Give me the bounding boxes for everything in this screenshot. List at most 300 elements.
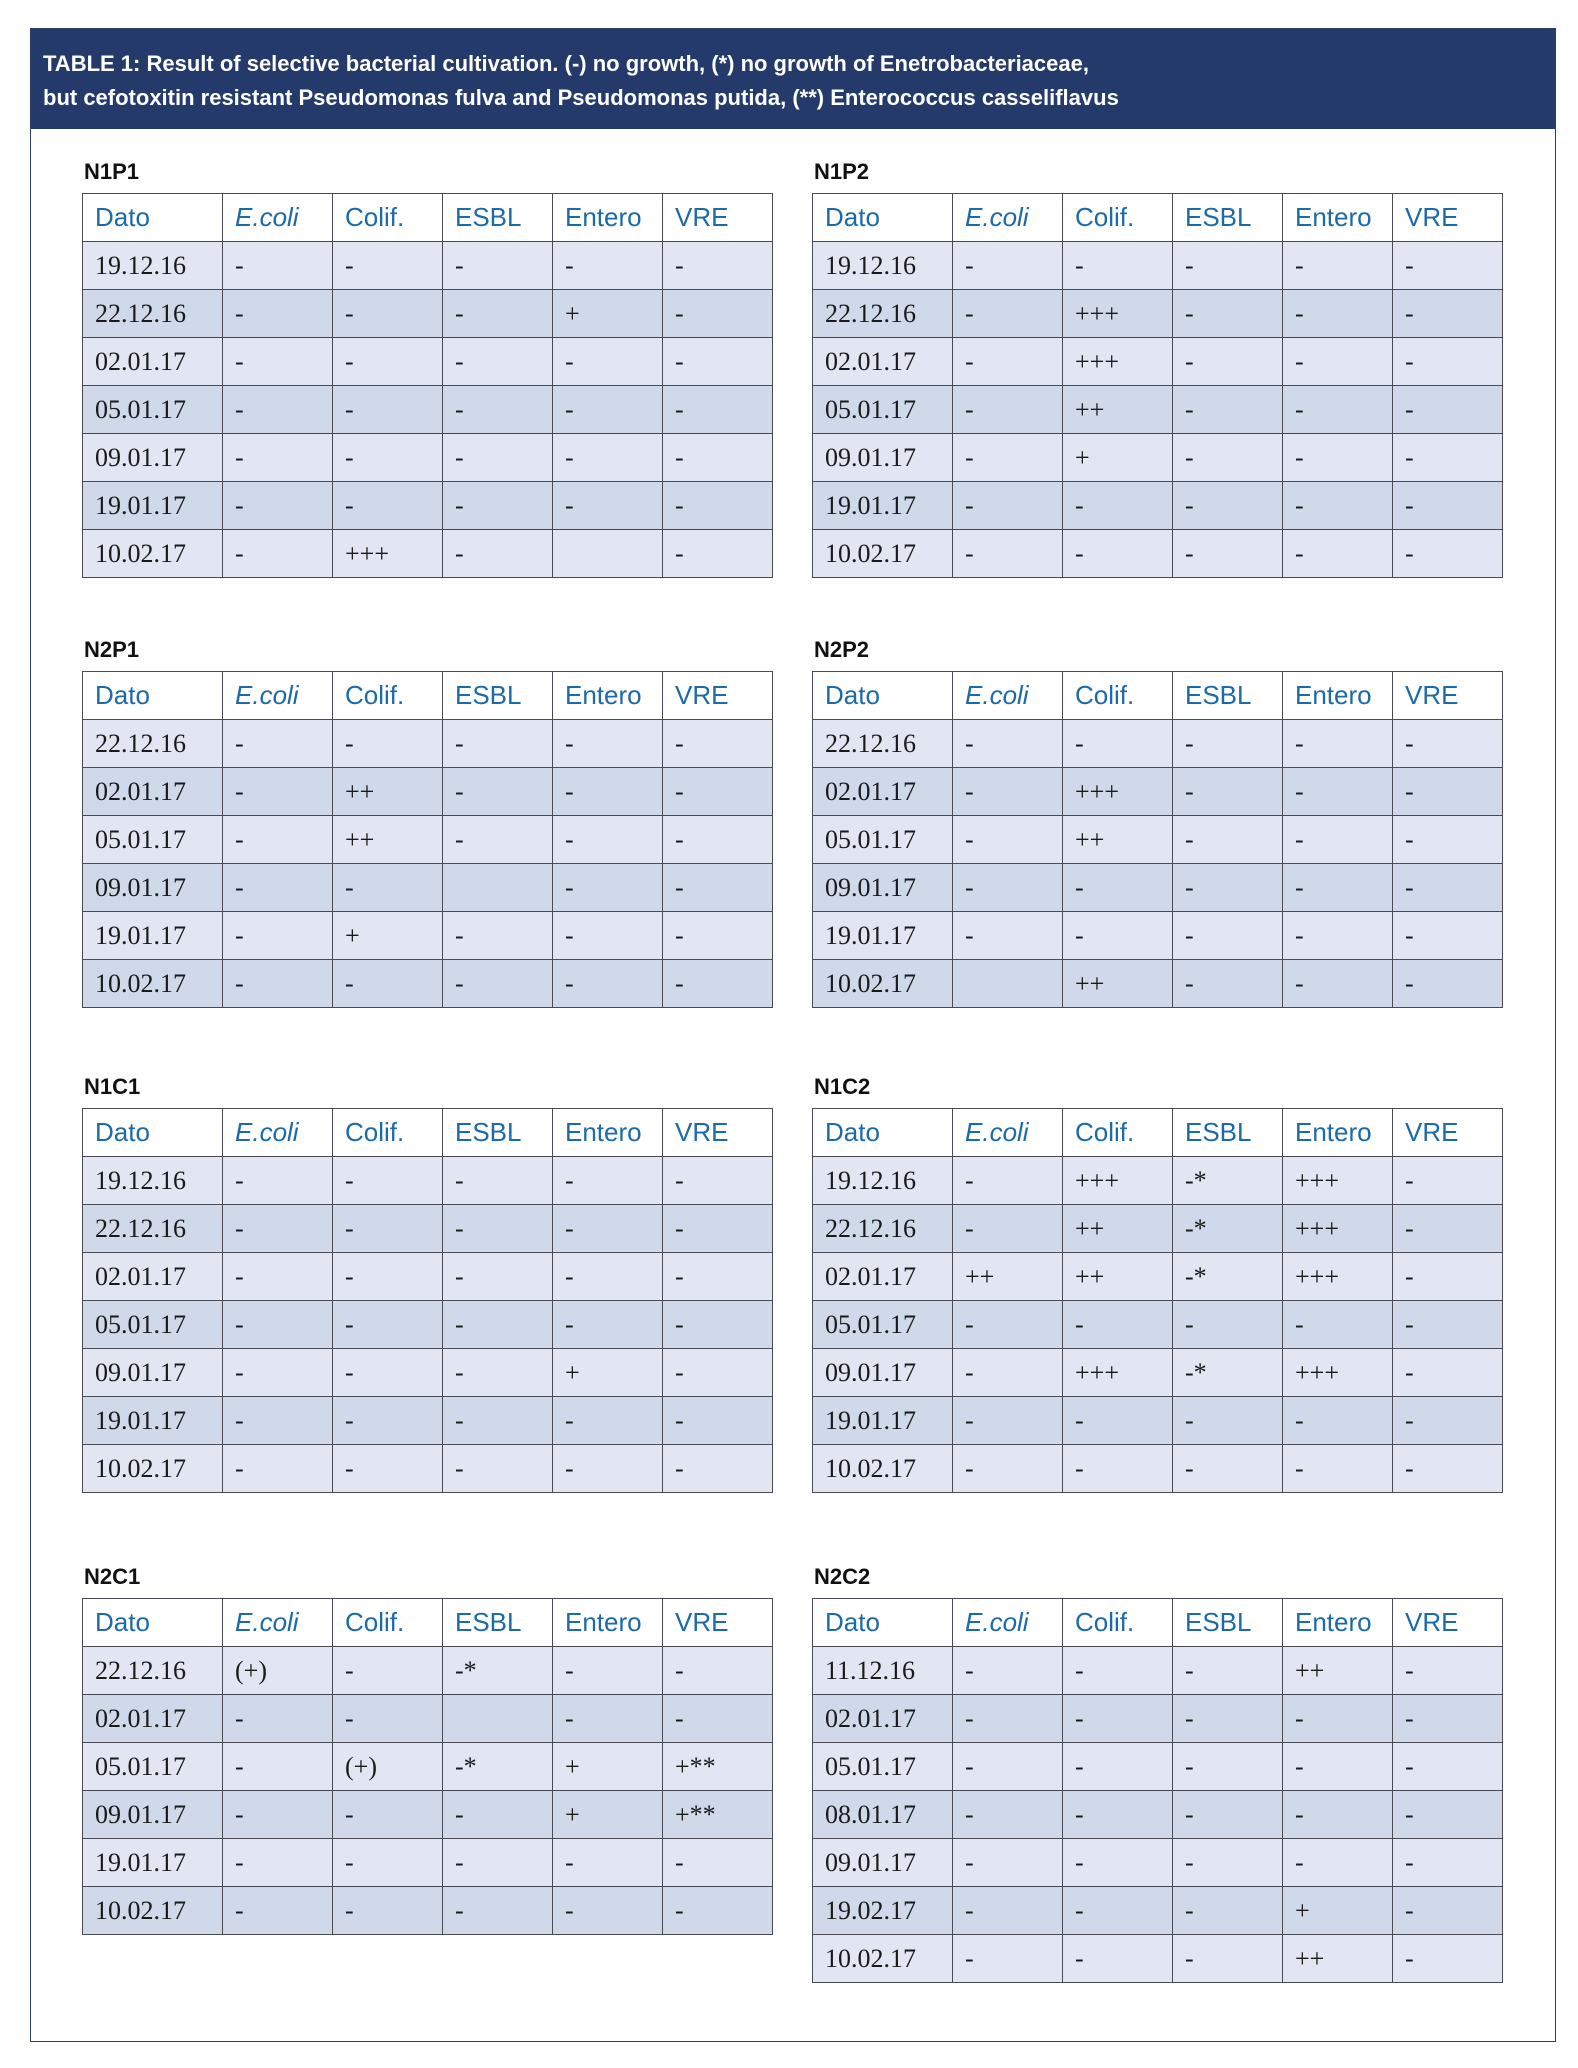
table-row: [83, 1397, 773, 1445]
result-cell: -: [1173, 338, 1283, 386]
result-cell: -: [1283, 960, 1393, 1008]
column-header: ESBL: [1173, 1109, 1283, 1157]
header-row: [83, 194, 773, 242]
result-cell: -: [1173, 242, 1283, 290]
result-cell: -: [1173, 768, 1283, 816]
table-block-n1c1: [82, 1072, 772, 1493]
results-table: [812, 193, 1503, 578]
date-cell: 22.12.16: [83, 290, 223, 338]
column-header: Dato: [83, 1599, 223, 1647]
result-cell: ++: [333, 816, 443, 864]
result-cell: -: [223, 242, 333, 290]
table-row: [813, 1445, 1503, 1493]
result-cell: -: [223, 1791, 333, 1839]
table-title: N2P1: [84, 637, 140, 662]
result-cell: -: [1173, 482, 1283, 530]
result-cell: -: [553, 1301, 663, 1349]
result-cell: -: [333, 1791, 443, 1839]
result-cell: -*: [443, 1743, 553, 1791]
column-header: E.coli: [223, 672, 333, 720]
table-block-n2c2: [812, 1562, 1502, 1983]
result-cell: -: [953, 720, 1063, 768]
result-cell: -: [223, 1887, 333, 1935]
column-header: Colif.: [333, 1109, 443, 1157]
result-cell: [553, 530, 663, 578]
result-cell: -: [443, 338, 553, 386]
table-row: [813, 1205, 1503, 1253]
result-cell: -: [1393, 1157, 1503, 1205]
result-cell: -: [1173, 912, 1283, 960]
column-header: Dato: [83, 1109, 223, 1157]
result-cell: -: [333, 1301, 443, 1349]
header-row: [813, 1599, 1503, 1647]
column-header: Entero: [553, 1109, 663, 1157]
result-cell: -: [553, 720, 663, 768]
result-cell: -: [333, 482, 443, 530]
result-cell: ++: [1063, 1253, 1173, 1301]
result-cell: -: [1393, 1743, 1503, 1791]
result-cell: +++: [1283, 1349, 1393, 1397]
result-cell: -: [223, 290, 333, 338]
result-cell: -: [953, 386, 1063, 434]
result-cell: -: [553, 1445, 663, 1493]
result-cell: -: [443, 386, 553, 434]
result-cell: -: [1283, 864, 1393, 912]
result-cell: -: [663, 1157, 773, 1205]
result-cell: -: [333, 242, 443, 290]
result-cell: -: [223, 482, 333, 530]
result-cell: -: [333, 720, 443, 768]
result-cell: +: [553, 1349, 663, 1397]
result-cell: -: [443, 1157, 553, 1205]
date-cell: 19.01.17: [813, 1397, 953, 1445]
table-row: [83, 338, 773, 386]
column-header: Dato: [813, 1109, 953, 1157]
date-cell: 19.01.17: [83, 1397, 223, 1445]
result-cell: -: [663, 1445, 773, 1493]
date-cell: 10.02.17: [83, 1445, 223, 1493]
column-header: VRE: [1393, 672, 1503, 720]
table-row: [813, 1647, 1503, 1695]
result-cell: -: [443, 290, 553, 338]
result-cell: -: [553, 1695, 663, 1743]
table-row: [83, 242, 773, 290]
column-header: Colif.: [1063, 1599, 1173, 1647]
result-cell: -: [333, 1887, 443, 1935]
result-cell: -*: [1173, 1349, 1283, 1397]
result-cell: -: [223, 816, 333, 864]
date-cell: 02.01.17: [83, 768, 223, 816]
result-cell: -: [1173, 1695, 1283, 1743]
result-cell: -: [1283, 912, 1393, 960]
result-cell: -: [333, 434, 443, 482]
date-cell: 05.01.17: [813, 386, 953, 434]
table-block-n1p2: [812, 157, 1502, 578]
result-cell: -: [1393, 1301, 1503, 1349]
table-row: [813, 1301, 1503, 1349]
date-cell: 02.01.17: [813, 338, 953, 386]
result-cell: -: [663, 434, 773, 482]
result-cell: -: [663, 1253, 773, 1301]
date-cell: 19.02.17: [813, 1887, 953, 1935]
column-header: Colif.: [333, 1599, 443, 1647]
column-header: E.coli: [953, 1109, 1063, 1157]
result-cell: -: [1393, 1205, 1503, 1253]
result-cell: -: [1173, 1839, 1283, 1887]
result-cell: -: [1173, 1887, 1283, 1935]
result-cell: +++: [1063, 1349, 1173, 1397]
date-cell: 22.12.16: [813, 290, 953, 338]
table-row: [813, 1157, 1503, 1205]
date-cell: 05.01.17: [83, 1743, 223, 1791]
result-cell: -*: [1173, 1205, 1283, 1253]
result-cell: -: [1283, 1445, 1393, 1493]
result-cell: -: [663, 1301, 773, 1349]
result-cell: -: [953, 816, 1063, 864]
date-cell: 02.01.17: [813, 768, 953, 816]
result-cell: -: [1393, 434, 1503, 482]
date-cell: 02.01.17: [813, 1695, 953, 1743]
result-cell: -: [1063, 1839, 1173, 1887]
date-cell: 08.01.17: [813, 1791, 953, 1839]
table-row: [813, 1887, 1503, 1935]
date-cell: 22.12.16: [813, 1205, 953, 1253]
result-cell: (+): [333, 1743, 443, 1791]
date-cell: 19.12.16: [83, 1157, 223, 1205]
result-cell: -: [663, 720, 773, 768]
table-row: [83, 1695, 773, 1743]
table-row: [813, 290, 1503, 338]
result-cell: -: [443, 1349, 553, 1397]
result-cell: -: [663, 864, 773, 912]
result-cell: -: [1393, 912, 1503, 960]
date-cell: 10.02.17: [83, 960, 223, 1008]
result-cell: -: [1393, 1349, 1503, 1397]
result-cell: (+): [223, 1647, 333, 1695]
result-cell: -: [953, 912, 1063, 960]
result-cell: -: [663, 1647, 773, 1695]
results-table: [82, 1598, 773, 1935]
table-title: N1P2: [814, 159, 870, 184]
result-cell: -: [333, 1205, 443, 1253]
result-cell: -: [1393, 1253, 1503, 1301]
result-cell: -: [223, 1445, 333, 1493]
result-cell: +**: [663, 1791, 773, 1839]
result-cell: -: [333, 1349, 443, 1397]
result-cell: -: [1283, 386, 1393, 434]
date-cell: 22.12.16: [83, 1647, 223, 1695]
result-cell: +: [553, 290, 663, 338]
table-row: [83, 1839, 773, 1887]
column-header: VRE: [663, 672, 773, 720]
result-cell: -: [953, 1935, 1063, 1983]
date-cell: 22.12.16: [813, 720, 953, 768]
result-cell: -: [1393, 1887, 1503, 1935]
table-row: [83, 1157, 773, 1205]
column-header: VRE: [1393, 194, 1503, 242]
date-cell: 05.01.17: [83, 816, 223, 864]
column-header: E.coli: [953, 194, 1063, 242]
column-header: Dato: [83, 194, 223, 242]
result-cell: +: [553, 1791, 663, 1839]
result-cell: -: [443, 1205, 553, 1253]
table-row: [83, 912, 773, 960]
result-cell: -: [443, 1253, 553, 1301]
result-cell: -: [663, 290, 773, 338]
result-cell: -: [953, 434, 1063, 482]
table-block-n2c1: [82, 1562, 772, 1935]
table-row: [83, 1349, 773, 1397]
result-cell: -: [1063, 720, 1173, 768]
result-cell: -: [953, 1695, 1063, 1743]
result-cell: -: [553, 1157, 663, 1205]
table-row: [813, 816, 1503, 864]
result-cell: -: [1393, 386, 1503, 434]
table-row: [813, 1397, 1503, 1445]
result-cell: -: [443, 720, 553, 768]
table-title: N1C1: [84, 1074, 141, 1099]
result-cell: ++: [953, 1253, 1063, 1301]
result-cell: +++: [1063, 1157, 1173, 1205]
result-cell: -: [953, 1647, 1063, 1695]
result-cell: -: [223, 1157, 333, 1205]
table-row: [813, 1743, 1503, 1791]
result-cell: -: [953, 864, 1063, 912]
column-header: Entero: [1283, 1109, 1393, 1157]
result-cell: -: [1063, 1301, 1173, 1349]
column-header: ESBL: [1173, 194, 1283, 242]
column-header: ESBL: [1173, 1599, 1283, 1647]
result-cell: -: [1283, 1397, 1393, 1445]
result-cell: -: [1283, 530, 1393, 578]
header-row: [813, 672, 1503, 720]
result-cell: -: [1283, 434, 1393, 482]
result-cell: -: [443, 482, 553, 530]
result-cell: -: [1393, 720, 1503, 768]
date-cell: 05.01.17: [813, 1743, 953, 1791]
table-row: [83, 1647, 773, 1695]
date-cell: 19.01.17: [83, 912, 223, 960]
result-cell: -: [953, 1839, 1063, 1887]
result-cell: -: [333, 338, 443, 386]
result-cell: -: [553, 912, 663, 960]
results-table: [82, 193, 773, 578]
result-cell: -: [223, 912, 333, 960]
result-cell: -: [1283, 338, 1393, 386]
result-cell: -: [1283, 1791, 1393, 1839]
table-row: [813, 1253, 1503, 1301]
date-cell: 10.02.17: [83, 1887, 223, 1935]
date-cell: 09.01.17: [813, 864, 953, 912]
result-cell: +++: [1063, 768, 1173, 816]
result-cell: -: [1063, 1647, 1173, 1695]
result-cell: -: [333, 864, 443, 912]
column-header: Dato: [83, 672, 223, 720]
result-cell: -: [1173, 720, 1283, 768]
result-cell: -: [1173, 1647, 1283, 1695]
table-row: [83, 434, 773, 482]
result-cell: -: [443, 1397, 553, 1445]
result-cell: -: [333, 1839, 443, 1887]
results-table: [812, 671, 1503, 1008]
result-cell: -: [1393, 290, 1503, 338]
table-row: [813, 242, 1503, 290]
result-cell: -: [953, 482, 1063, 530]
column-header: Entero: [1283, 1599, 1393, 1647]
result-cell: -: [953, 1349, 1063, 1397]
result-cell: +++: [1063, 338, 1173, 386]
result-cell: -: [333, 1445, 443, 1493]
date-cell: 10.02.17: [813, 1935, 953, 1983]
table-title: N2C1: [84, 1564, 141, 1589]
table-row: [83, 1743, 773, 1791]
result-cell: -: [953, 1205, 1063, 1253]
results-table: [82, 1108, 773, 1493]
header-row: [83, 672, 773, 720]
column-header: Entero: [553, 672, 663, 720]
result-cell: -: [1393, 1839, 1503, 1887]
result-cell: -: [1063, 1743, 1173, 1791]
results-table: [82, 671, 773, 1008]
table-row: [813, 1791, 1503, 1839]
result-cell: -: [1283, 768, 1393, 816]
table-row: [813, 338, 1503, 386]
date-cell: 19.12.16: [83, 242, 223, 290]
column-header: VRE: [1393, 1599, 1503, 1647]
result-cell: +++: [1283, 1253, 1393, 1301]
table-row: [83, 864, 773, 912]
result-cell: -: [953, 1301, 1063, 1349]
result-cell: -: [1283, 1695, 1393, 1743]
column-header: Entero: [1283, 672, 1393, 720]
table-row: [83, 482, 773, 530]
table-row: [813, 434, 1503, 482]
table-row: [83, 720, 773, 768]
result-cell: -: [1393, 960, 1503, 1008]
result-cell: -: [1393, 1397, 1503, 1445]
date-cell: 19.01.17: [813, 912, 953, 960]
result-cell: -: [223, 1839, 333, 1887]
result-cell: -: [1173, 1743, 1283, 1791]
table-row: [83, 960, 773, 1008]
caption-line-1: TABLE 1: Result of selective bacterial cultivation. (-) no growth, (*) no growth of Enetrobacteriaceae,: [43, 51, 1089, 76]
result-cell: -: [1063, 912, 1173, 960]
result-cell: -: [223, 530, 333, 578]
column-header: E.coli: [223, 194, 333, 242]
column-header: Dato: [813, 194, 953, 242]
column-header: Dato: [813, 1599, 953, 1647]
result-cell: -: [333, 1253, 443, 1301]
result-cell: -: [1393, 1445, 1503, 1493]
table-row: [813, 864, 1503, 912]
result-cell: -: [443, 912, 553, 960]
column-header: Entero: [553, 194, 663, 242]
result-cell: -: [1393, 1647, 1503, 1695]
result-cell: -: [953, 1791, 1063, 1839]
result-cell: -: [663, 482, 773, 530]
result-cell: -: [1063, 1397, 1173, 1445]
column-header: Entero: [553, 1599, 663, 1647]
result-cell: -: [1173, 816, 1283, 864]
table-row: [813, 912, 1503, 960]
table-block-n1c2: [812, 1072, 1502, 1493]
column-header: ESBL: [443, 194, 553, 242]
result-cell: -: [663, 1887, 773, 1935]
date-cell: 10.02.17: [813, 960, 953, 1008]
result-cell: +: [1283, 1887, 1393, 1935]
result-cell: -: [953, 768, 1063, 816]
date-cell: 22.12.16: [83, 720, 223, 768]
result-cell: -: [1393, 1935, 1503, 1983]
result-cell: -: [1173, 1445, 1283, 1493]
date-cell: 05.01.17: [813, 816, 953, 864]
result-cell: -: [953, 242, 1063, 290]
table-row: [813, 1935, 1503, 1983]
table-row: [813, 1695, 1503, 1743]
result-cell: -: [223, 386, 333, 434]
result-cell: -: [663, 242, 773, 290]
result-cell: -: [333, 1647, 443, 1695]
result-cell: -: [333, 1157, 443, 1205]
caption-line-2: but cefotoxitin resistant Pseudomonas fulva and Pseudomonas putida, (**) Enterococcus casseliflavus: [43, 85, 1119, 110]
result-cell: -*: [1173, 1157, 1283, 1205]
table-row: [83, 1791, 773, 1839]
column-header: Colif.: [1063, 1109, 1173, 1157]
result-cell: +++: [1283, 1157, 1393, 1205]
result-cell: -: [553, 816, 663, 864]
result-cell: -: [953, 338, 1063, 386]
result-cell: +: [333, 912, 443, 960]
result-cell: -: [1173, 1935, 1283, 1983]
column-header: VRE: [663, 1109, 773, 1157]
results-table: [812, 1598, 1503, 1983]
result-cell: -: [953, 1445, 1063, 1493]
date-cell: 02.01.17: [83, 1695, 223, 1743]
result-cell: +++: [333, 530, 443, 578]
result-cell: +++: [1063, 290, 1173, 338]
table-row: [83, 290, 773, 338]
date-cell: 05.01.17: [813, 1301, 953, 1349]
result-cell: -: [663, 530, 773, 578]
result-cell: -: [663, 1205, 773, 1253]
result-cell: -: [443, 960, 553, 1008]
result-cell: -: [553, 1397, 663, 1445]
result-cell: -: [953, 1887, 1063, 1935]
column-header: ESBL: [443, 1599, 553, 1647]
result-cell: -: [553, 1647, 663, 1695]
result-cell: -: [223, 768, 333, 816]
date-cell: 09.01.17: [83, 1791, 223, 1839]
result-cell: -: [443, 1301, 553, 1349]
result-cell: ++: [1063, 960, 1173, 1008]
result-cell: -: [663, 816, 773, 864]
result-cell: [953, 960, 1063, 1008]
result-cell: -: [953, 290, 1063, 338]
result-cell: -: [1173, 864, 1283, 912]
result-cell: +++: [1283, 1205, 1393, 1253]
date-cell: 09.01.17: [83, 434, 223, 482]
result-cell: -: [443, 816, 553, 864]
result-cell: -: [1063, 1887, 1173, 1935]
result-cell: -: [223, 960, 333, 1008]
result-cell: ++: [333, 768, 443, 816]
column-header: VRE: [1393, 1109, 1503, 1157]
table-row: [813, 386, 1503, 434]
result-cell: -: [333, 290, 443, 338]
result-cell: -: [1393, 482, 1503, 530]
table-row: [83, 1887, 773, 1935]
result-cell: -: [1393, 242, 1503, 290]
